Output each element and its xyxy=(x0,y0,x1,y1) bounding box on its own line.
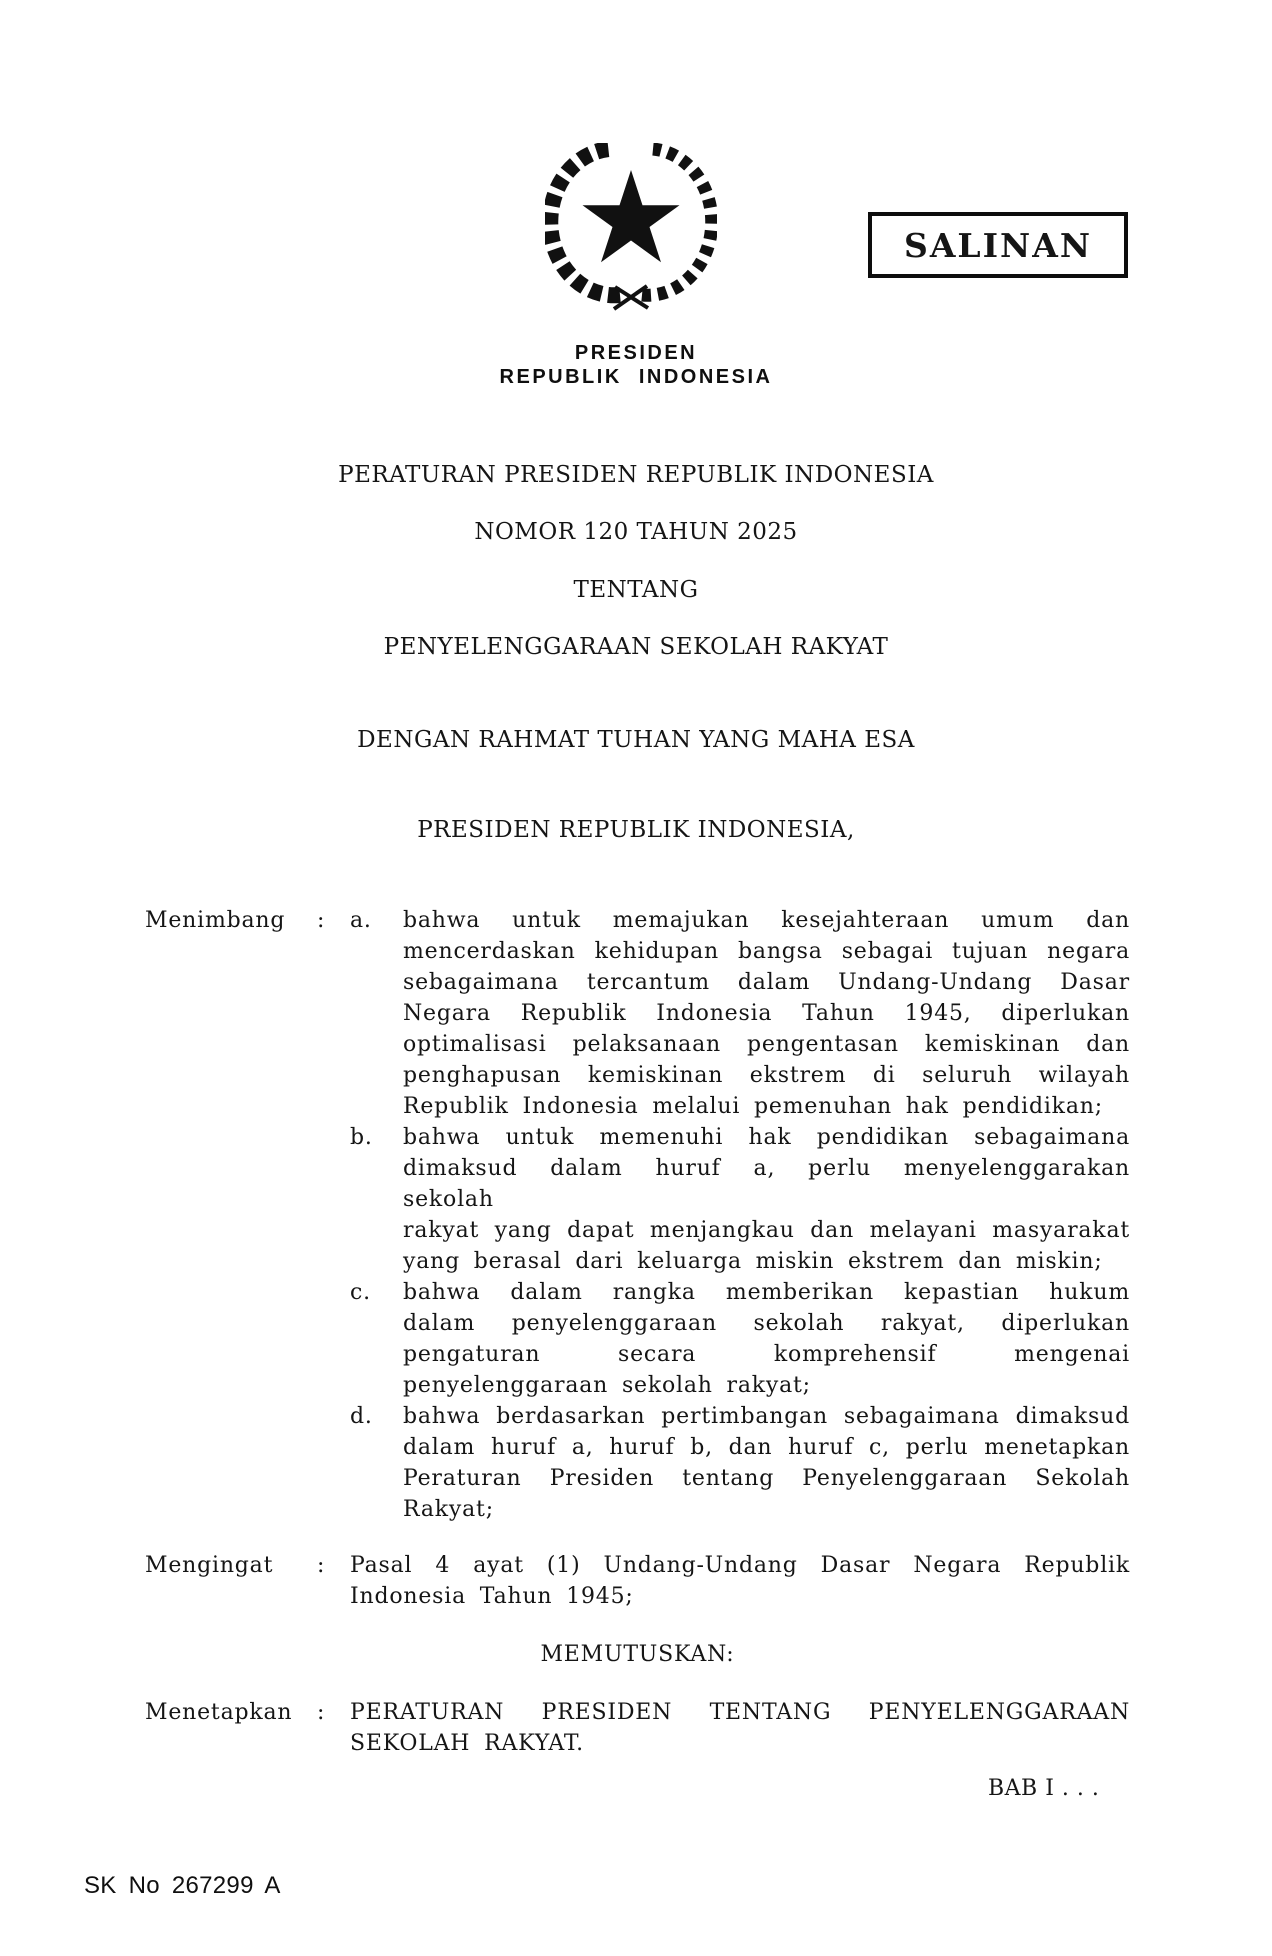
item-letter: b. xyxy=(350,1125,373,1150)
text-line: yang berasal dari keluarga miskin ekstrem dan miskin; xyxy=(403,1249,1103,1274)
text-line: rakyat yang dapat menjangkau dan melayani masyarakat xyxy=(403,1218,1130,1243)
considering-label: Menimbang xyxy=(145,908,286,933)
regulation-subject: PENYELENGGARAAN SEKOLAH RAKYAT xyxy=(383,634,889,660)
text-line: PERATURAN PRESIDEN TENTANG PENYELENGGARAAN xyxy=(350,1700,1130,1725)
considering-colon: : xyxy=(317,908,326,933)
text-line: bahwa untuk memajukan kesejahteraan umum dan xyxy=(403,908,1130,933)
text-line: bahwa dalam rangka memberikan kepastian hukum xyxy=(403,1280,1130,1305)
text-line: Rakyat; xyxy=(403,1497,494,1522)
text-line: optimalisasi pelaksanaan pengentasan kemiskinan dan xyxy=(403,1032,1130,1057)
item-text xyxy=(403,1401,1130,1525)
text-line: bahwa berdasarkan pertimbangan sebagaimana dimaksud xyxy=(403,1404,1130,1429)
sk-number: SK No 267299 A xyxy=(84,1872,281,1899)
item-text xyxy=(403,1277,1130,1401)
regulation-tentang: TENTANG xyxy=(573,577,699,603)
text-line: mencerdaskan kehidupan bangsa sebagai tujuan negara xyxy=(403,939,1130,964)
salinan-stamp xyxy=(868,212,1128,278)
presidential-emblem xyxy=(545,143,717,315)
stipulating-label: Menetapkan xyxy=(145,1700,293,1725)
continuation-mark: BAB I . . . xyxy=(988,1776,1100,1801)
stipulating-text xyxy=(350,1697,1130,1759)
regulation-body xyxy=(145,905,1130,1759)
recalling-colon: : xyxy=(317,1553,326,1578)
salinan-stamp-label: SALINAN xyxy=(903,225,1092,265)
text-line: Indonesia Tahun 1945; xyxy=(350,1584,634,1609)
item-letter: c. xyxy=(350,1280,371,1305)
text-line: penyelenggaraan sekolah rakyat; xyxy=(403,1373,811,1398)
text-line: SEKOLAH RAKYAT. xyxy=(350,1731,584,1756)
considering-item-d xyxy=(350,1401,1130,1525)
item-letter: a. xyxy=(350,908,372,933)
item-text xyxy=(403,1122,1130,1277)
stipulating-section xyxy=(145,1697,1130,1759)
considering-item-c xyxy=(350,1277,1130,1401)
recalling-section xyxy=(145,1550,1130,1612)
considering-item-b xyxy=(350,1122,1130,1277)
text-line: Republik Indonesia melalui pemenuhan hak pendidikan; xyxy=(403,1094,1103,1119)
recalling-label: Mengingat xyxy=(145,1553,274,1578)
regulation-number: NOMOR 120 TAHUN 2025 xyxy=(474,519,798,545)
considering-item-a xyxy=(350,905,1130,1122)
text-line: pengaturan secara komprehensif mengenai xyxy=(403,1342,1130,1367)
stipulating-colon: : xyxy=(317,1700,326,1725)
item-text xyxy=(403,905,1130,1122)
text-line: sebagaimana tercantum dalam Undang-Undang Dasar xyxy=(403,970,1130,995)
deciding-heading: MEMUTUSKAN: xyxy=(540,1642,735,1667)
invocation-line: DENGAN RAHMAT TUHAN YANG MAHA ESA xyxy=(357,727,915,753)
star-icon xyxy=(583,170,680,262)
letterhead xyxy=(0,341,1272,389)
letterhead-line2: REPUBLIK INDONESIA xyxy=(499,366,773,388)
text-line: Negara Republik Indonesia Tahun 1945, diperlukan xyxy=(403,1001,1130,1026)
text-line: dalam penyelenggaraan sekolah rakyat, diperlukan xyxy=(403,1311,1130,1336)
text-line: penghapusan kemiskinan ekstrem di seluruh wilayah xyxy=(403,1063,1130,1088)
recalling-text xyxy=(350,1550,1130,1612)
text-line: dalam huruf a, huruf b, dan huruf c, perlu menetapkan xyxy=(403,1435,1130,1460)
considering-items xyxy=(350,905,1130,1525)
authority-line: PRESIDEN REPUBLIK INDONESIA, xyxy=(417,817,855,843)
letterhead-line1: PRESIDEN xyxy=(574,342,698,364)
text-line: Pasal 4 ayat (1) Undang-Undang Dasar Negara Republik xyxy=(350,1553,1130,1578)
text-line: dimaksud dalam huruf a, perlu menyelenggarakan sekolah xyxy=(403,1156,1130,1212)
text-line: bahwa untuk memenuhi hak pendidikan sebagaimana xyxy=(403,1125,1130,1150)
considering-section xyxy=(145,905,1130,1525)
regulation-title-line1: PERATURAN PRESIDEN REPUBLIK INDONESIA xyxy=(338,462,934,488)
text-line: Peraturan Presiden tentang Penyelenggaraan Sekolah xyxy=(403,1466,1130,1491)
item-letter: d. xyxy=(350,1404,373,1429)
